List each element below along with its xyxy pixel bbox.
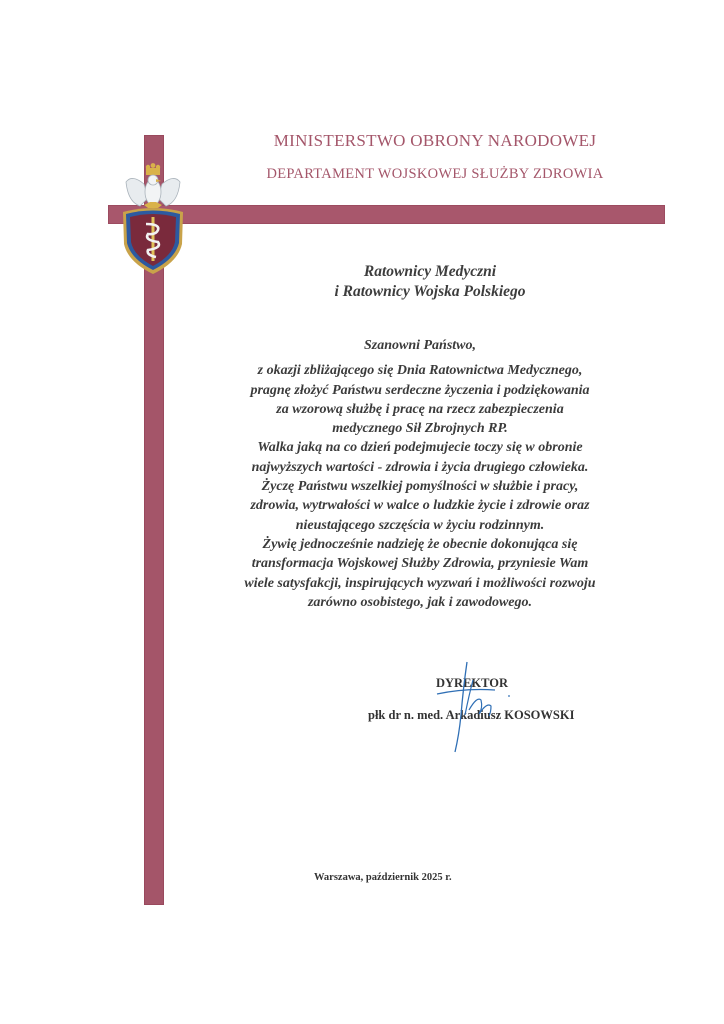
letter-line: pragnę złożyć Państwu serdeczne życzenia i podziękowania <box>250 382 590 398</box>
addressee-line: i Ratownicy Wojska Polskiego <box>334 283 526 300</box>
letter-greeting: Szanowni Państwo, <box>363 338 477 353</box>
letter-line: wiele satysfakcji, inspirujących wyzwań i możliwości rozwoju <box>244 575 596 591</box>
letter-line: za wzorową służbę i pracę na rzecz zabezpieczenia <box>276 401 564 417</box>
place-and-date: Warszawa, październik 2025 r. <box>314 872 452 883</box>
letter-body <box>200 336 640 612</box>
letter-line: medycznego Sił Zbrojnych RP. <box>332 421 508 437</box>
letter-line: Walka jaką na co dzień podejmujecie toczy się w obronie <box>257 440 583 456</box>
addressee-line: Ratownicy Medyczni <box>363 263 497 280</box>
military-medical-emblem-icon <box>118 162 188 277</box>
department-name: DEPARTAMENT WOJSKOWEJ SŁUŻBY ZDROWIA <box>266 166 604 182</box>
crown-icon <box>146 163 160 175</box>
letter-line: Życzę Państwu wszelkiej pomyślności w służbie i pracy, <box>261 479 579 495</box>
addressee <box>230 262 630 302</box>
letter-line: zarówno osobistego, jak i zawodowego. <box>307 594 533 610</box>
letter-line: najwyższych wartości - zdrowia i życia drugiego człowieka. <box>251 459 589 475</box>
white-eagle-icon <box>126 175 180 208</box>
ministry-name: MINISTERSTWO OBRONY NARODOWEJ <box>273 131 597 150</box>
letter-line: nieustającego szczęścia w życiu rodzinnym. <box>295 517 545 533</box>
signatory-name: płk dr n. med. Arkadiusz KOSOWSKI <box>368 708 575 722</box>
letter-line: Żywię jednocześnie nadzieję że obecnie dokonująca się <box>262 536 578 552</box>
letterhead-horizontal-bar <box>108 205 665 224</box>
letter-line: zdrowia, wytrwałości w walce o ludzkie życie i zdrowie oraz <box>250 498 590 514</box>
letter-line: transformacja Wojskowej Służby Zdrowia, przyniesie Wam <box>251 556 589 572</box>
letter-line: z okazji zbliżającego się Dnia Ratownictwa Medycznego, <box>257 363 583 379</box>
handwritten-signature-icon <box>425 660 515 755</box>
signatory-title: DYREKTOR <box>436 676 509 690</box>
